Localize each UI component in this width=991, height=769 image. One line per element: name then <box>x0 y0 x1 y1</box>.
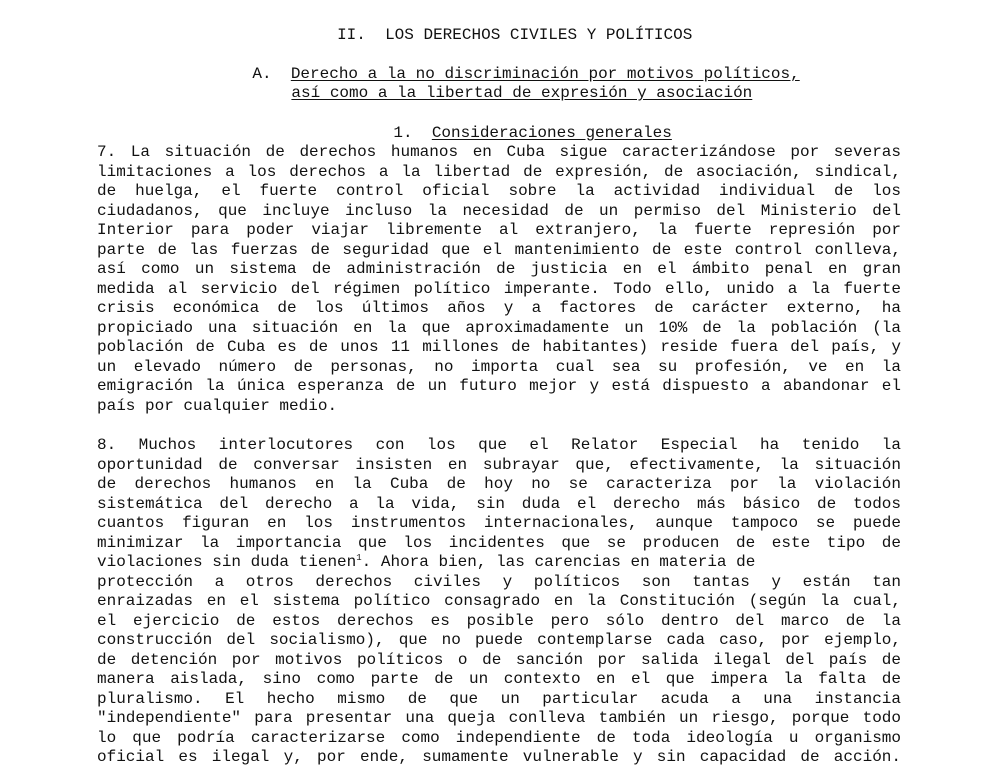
paragraph-line: ciudadanos, que incluye incluso la necesidad de un permiso del Ministerio del <box>97 201 901 220</box>
paragraph-line: población de Cuba es de unos 11 millones de habitantes) reside fuera del país, y <box>97 338 901 356</box>
paragraph-line: limitaciones a los derechos a la libertad de expresión, de asociación, sindical, <box>97 162 901 181</box>
footnote-line-rest: . Ahora bien, las carencias en materia de <box>361 553 756 571</box>
paragraph-line: minimizar la importancia que los incidentes que se producen de este tipo de <box>97 533 901 552</box>
paragraph-line: así como un sistema de administración de justicia en el ámbito penal en gran <box>97 260 901 278</box>
paragraph-line: "independiente" para presentar una queja conlleva también un riesgo, porque todo <box>97 709 901 727</box>
paragraph-7 <box>97 143 901 416</box>
paragraph-8 <box>97 436 901 768</box>
paragraph-line: un elevado número de personas, no importa cual sea su profesión, ve en la <box>97 357 901 376</box>
subsection-letter: A. <box>252 64 272 83</box>
paragraph-line: propiciado una situación en la que aproximadamente un 10% de la población (la <box>97 318 901 337</box>
paragraph-line: 8. Muchos interlocutores con los que el Relator Especial ha tenido la <box>97 436 901 454</box>
paragraph-line: manera aislada, sino como parte de un contexto en el que impera la falta de <box>97 670 901 688</box>
paragraph-line: de derechos humanos en la Cuba de hoy no se caracteriza por la violación <box>97 475 901 493</box>
subsubsection-title: Consideraciones generales <box>431 123 672 142</box>
paragraph-line: país por cualquier medio. <box>97 396 338 415</box>
subsection-title-line-1: Derecho a la no discriminación por motivos políticos, <box>290 64 800 83</box>
paragraph-line: oportunidad de conversar insisten en subrayar que, efectivamente, la situación <box>97 455 901 474</box>
paragraph-line: 7. La situación de derechos humanos en Cuba sigue caracterizándose por severas <box>97 143 901 161</box>
paragraph-line: el ejercicio de estos derechos es posible pero sólo dentro del marco de la <box>97 611 901 630</box>
subsection-title-line-2: así como a la libertad de expresión y asociación <box>291 84 753 102</box>
paragraph-line: protección a otros derechos civiles y políticos son tantas y están tan <box>97 572 901 591</box>
paragraph-line: oficial es ilegal y, por ende, sumamente vulnerable y sin capacidad de acción. <box>97 748 901 766</box>
section-heading-text: II. LOS DERECHOS CIVILES Y POLÍTICOS <box>337 25 693 44</box>
paragraph-line: cuantos figuran en los instrumentos internacionales, aunque tampoco se puede <box>97 514 901 532</box>
paragraph-line: de huelga, el fuerte control oficial sobre la actividad individual de los <box>97 182 901 200</box>
footnote-marker[interactable]: 1 <box>356 553 362 563</box>
paragraph-line: de detención por motivos políticos o de sanción por salida ilegal del país de <box>97 650 901 669</box>
footnote-line-text: violaciones sin duda tienen <box>97 553 357 571</box>
paragraph-line: medida al servicio del régimen político imperante. Todo ello, unido a la fuerte <box>97 279 901 298</box>
paragraph-line: construcción del socialismo), que no puede contemplarse cada caso, por ejemplo, <box>97 631 901 649</box>
paragraph-line: emigración la única esperanza de un futuro mejor y está dispuesto a abandonar el <box>97 377 901 395</box>
paragraph-line: lo que podría caracterizarse como independiente de toda ideología u organismo <box>97 728 901 747</box>
paragraph-line: enraizadas en el sistema político consagrado en la Constitución (según la cual, <box>97 592 901 610</box>
paragraph-line-with-footnote <box>97 553 901 573</box>
subsubsection-number: 1. <box>393 123 413 142</box>
paragraph-line: crisis económica de los últimos años y a factores de carácter externo, ha <box>97 299 901 317</box>
paragraph-line: Interior para poder viajar libremente al extranjero, la fuerte represión por <box>97 221 901 239</box>
paragraph-line: sistemática del derecho a la vida, sin duda el derecho más básico de todos <box>97 494 901 513</box>
paragraph-line: pluralismo. El hecho mismo de que un particular acuda a una instancia <box>97 689 901 708</box>
paragraph-line: parte de las fuerzas de seguridad que el mantenimiento de este control conlleva, <box>97 240 901 259</box>
